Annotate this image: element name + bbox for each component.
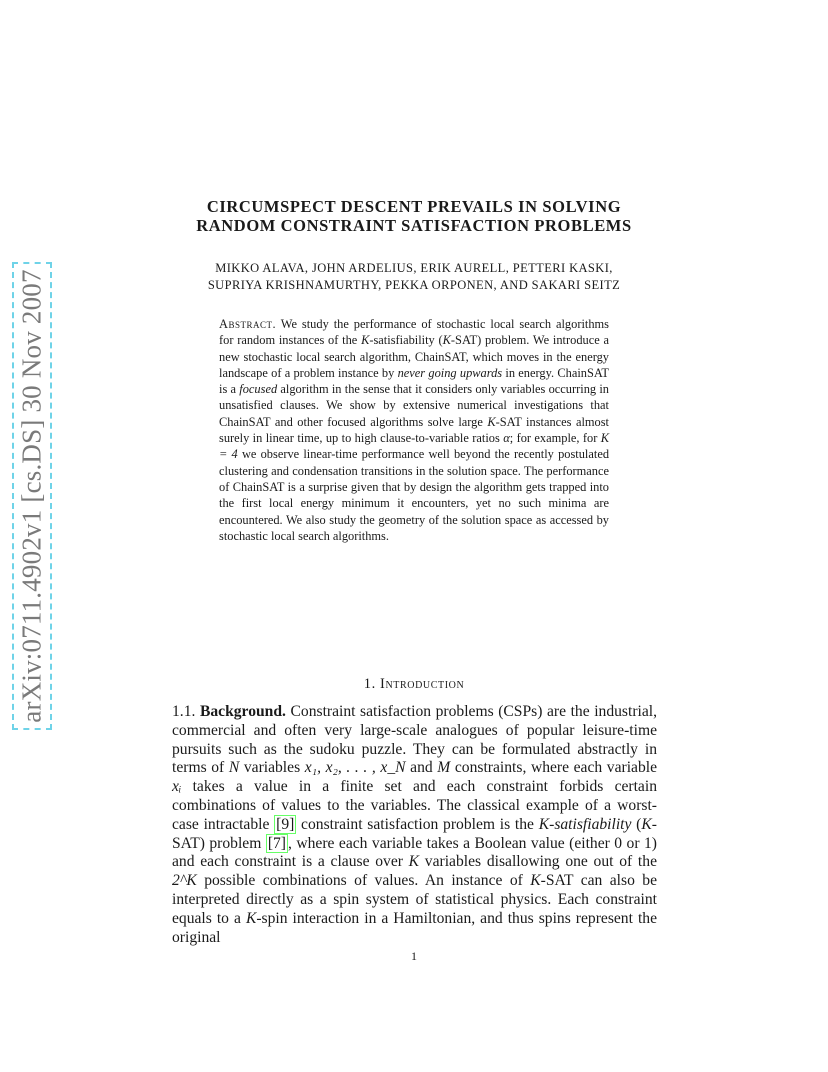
math-variables: x₁, x₂, . . . , x_N (304, 759, 406, 777)
intro-paragraph (172, 703, 657, 947)
body-text: -spin interaction in a Hamiltonian, and thus spins represent the original (172, 909, 657, 946)
abstract (219, 316, 609, 544)
subsection-title: Background. (199, 703, 286, 720)
title-line-1: CIRCUMSPECT DESCENT PREVAILS IN SOLVING (206, 197, 622, 216)
math-k: K (442, 333, 451, 348)
abstract-emphasis: focused (239, 382, 278, 397)
body-text: possible combinations of values. An instance of (196, 872, 531, 890)
authors-line-1: MIKKO ALAVA, JOHN ARDELIUS, ERIK AURELL, PETTERI KASKI, (215, 261, 613, 275)
subsection-number: 1.1. (172, 703, 196, 720)
abstract-text: -satisfiability ( (369, 333, 443, 348)
math-alpha: α (503, 431, 510, 446)
math-k: K (408, 853, 420, 871)
body-emphasis: -satisfiability (549, 815, 632, 833)
math-two-to-k: 2^K (172, 872, 197, 890)
body-text: ( (631, 815, 642, 833)
body-text: Constraint satisfaction problems (CSPs) are the industrial, commercial and often very large-scale analogues of popular leisure-time pursuits such as the sudoku puzzle. They can be formulated abstractly in terms of (172, 703, 657, 777)
math-k: K (361, 333, 370, 348)
citation-link[interactable]: [7] (267, 834, 286, 852)
page-number: 1 (411, 949, 417, 963)
math-k: K (487, 414, 496, 429)
abstract-emphasis: never going upwards (397, 365, 503, 380)
body-text: variables disallowing one out of the (419, 853, 657, 871)
abstract-text: algorithm in the sense that it considers only variables occurring in unsatisfied clauses. We show by extensive numerical investigations that ChainSAT and other focused algorithms solve large (219, 382, 609, 429)
math-m: M (437, 759, 451, 777)
body-text: and (405, 759, 438, 777)
body-text: -SAT can also be interpreted directly as a spin system of statistical physics. Each constraint equals to a (172, 872, 657, 927)
abstract-text: -SAT) problem. We introduce a new stochastic local search algorithm, ChainSAT, which moves in the energy landscape of a problem instance by (219, 333, 609, 380)
title-line-2: RANDOM CONSTRAINT SATISFACTION PROBLEMS (196, 216, 632, 235)
math-k: K (245, 909, 257, 927)
math-k-equals-4: K = 4 (219, 431, 609, 462)
body-text: takes a value in a finite set and each constraint forbids certain combinations of values to the variables. The classical example of a worst-case intractable (172, 778, 657, 833)
abstract-text: in energy. ChainSAT is a (219, 365, 609, 397)
math-n: N (228, 759, 240, 777)
math-k: K (538, 815, 550, 833)
body-text: constraint satisfaction problem is the (296, 815, 539, 833)
author-list (150, 260, 678, 294)
body-text: -SAT) problem (172, 815, 657, 852)
abstract-label: Abstract. (219, 317, 277, 331)
abstract-text: -SAT instances almost surely in linear time, up to high clause-to-variable ratios (219, 414, 610, 446)
body-text: variables (239, 759, 305, 777)
section-title: Introduction (380, 676, 465, 692)
abstract-text: ; for example, for (509, 431, 601, 446)
arxiv-identifier: arXiv:0711.4902v1 [cs.DS] 30 Nov 2007 (16, 269, 47, 723)
citation-link[interactable]: [9] (276, 815, 295, 833)
math-xi: xᵢ (172, 778, 182, 796)
math-k: K (530, 872, 541, 890)
abstract-text: we observe linear-time performance well beyond the recently postulated clustering and condensation transitions in the solution space. The performance of ChainSAT is a surprise given that by design the algorithm gets trapped into the first local energy minimum it encounters, yet no such minima are encountered. We also study the geometry of the solution space as accessed by stochastic local search algorithms. (219, 447, 610, 543)
section-number: 1. (363, 676, 376, 692)
math-k: K (641, 815, 652, 833)
body-text: , where each variable takes a Boolean value (either 0 or 1) and each constraint is a clause over (172, 834, 657, 871)
section-heading (150, 676, 678, 693)
paper-title (150, 197, 678, 235)
abstract-text: We study the performance of stochastic local search algorithms for random instances of the (219, 317, 609, 348)
arxiv-side-stamp (12, 262, 52, 730)
body-text: constraints, where each variable (450, 759, 658, 777)
authors-line-2: SUPRIYA KRISHNAMURTHY, PEKKA ORPONEN, AND SAKARI SEITZ (207, 278, 621, 292)
